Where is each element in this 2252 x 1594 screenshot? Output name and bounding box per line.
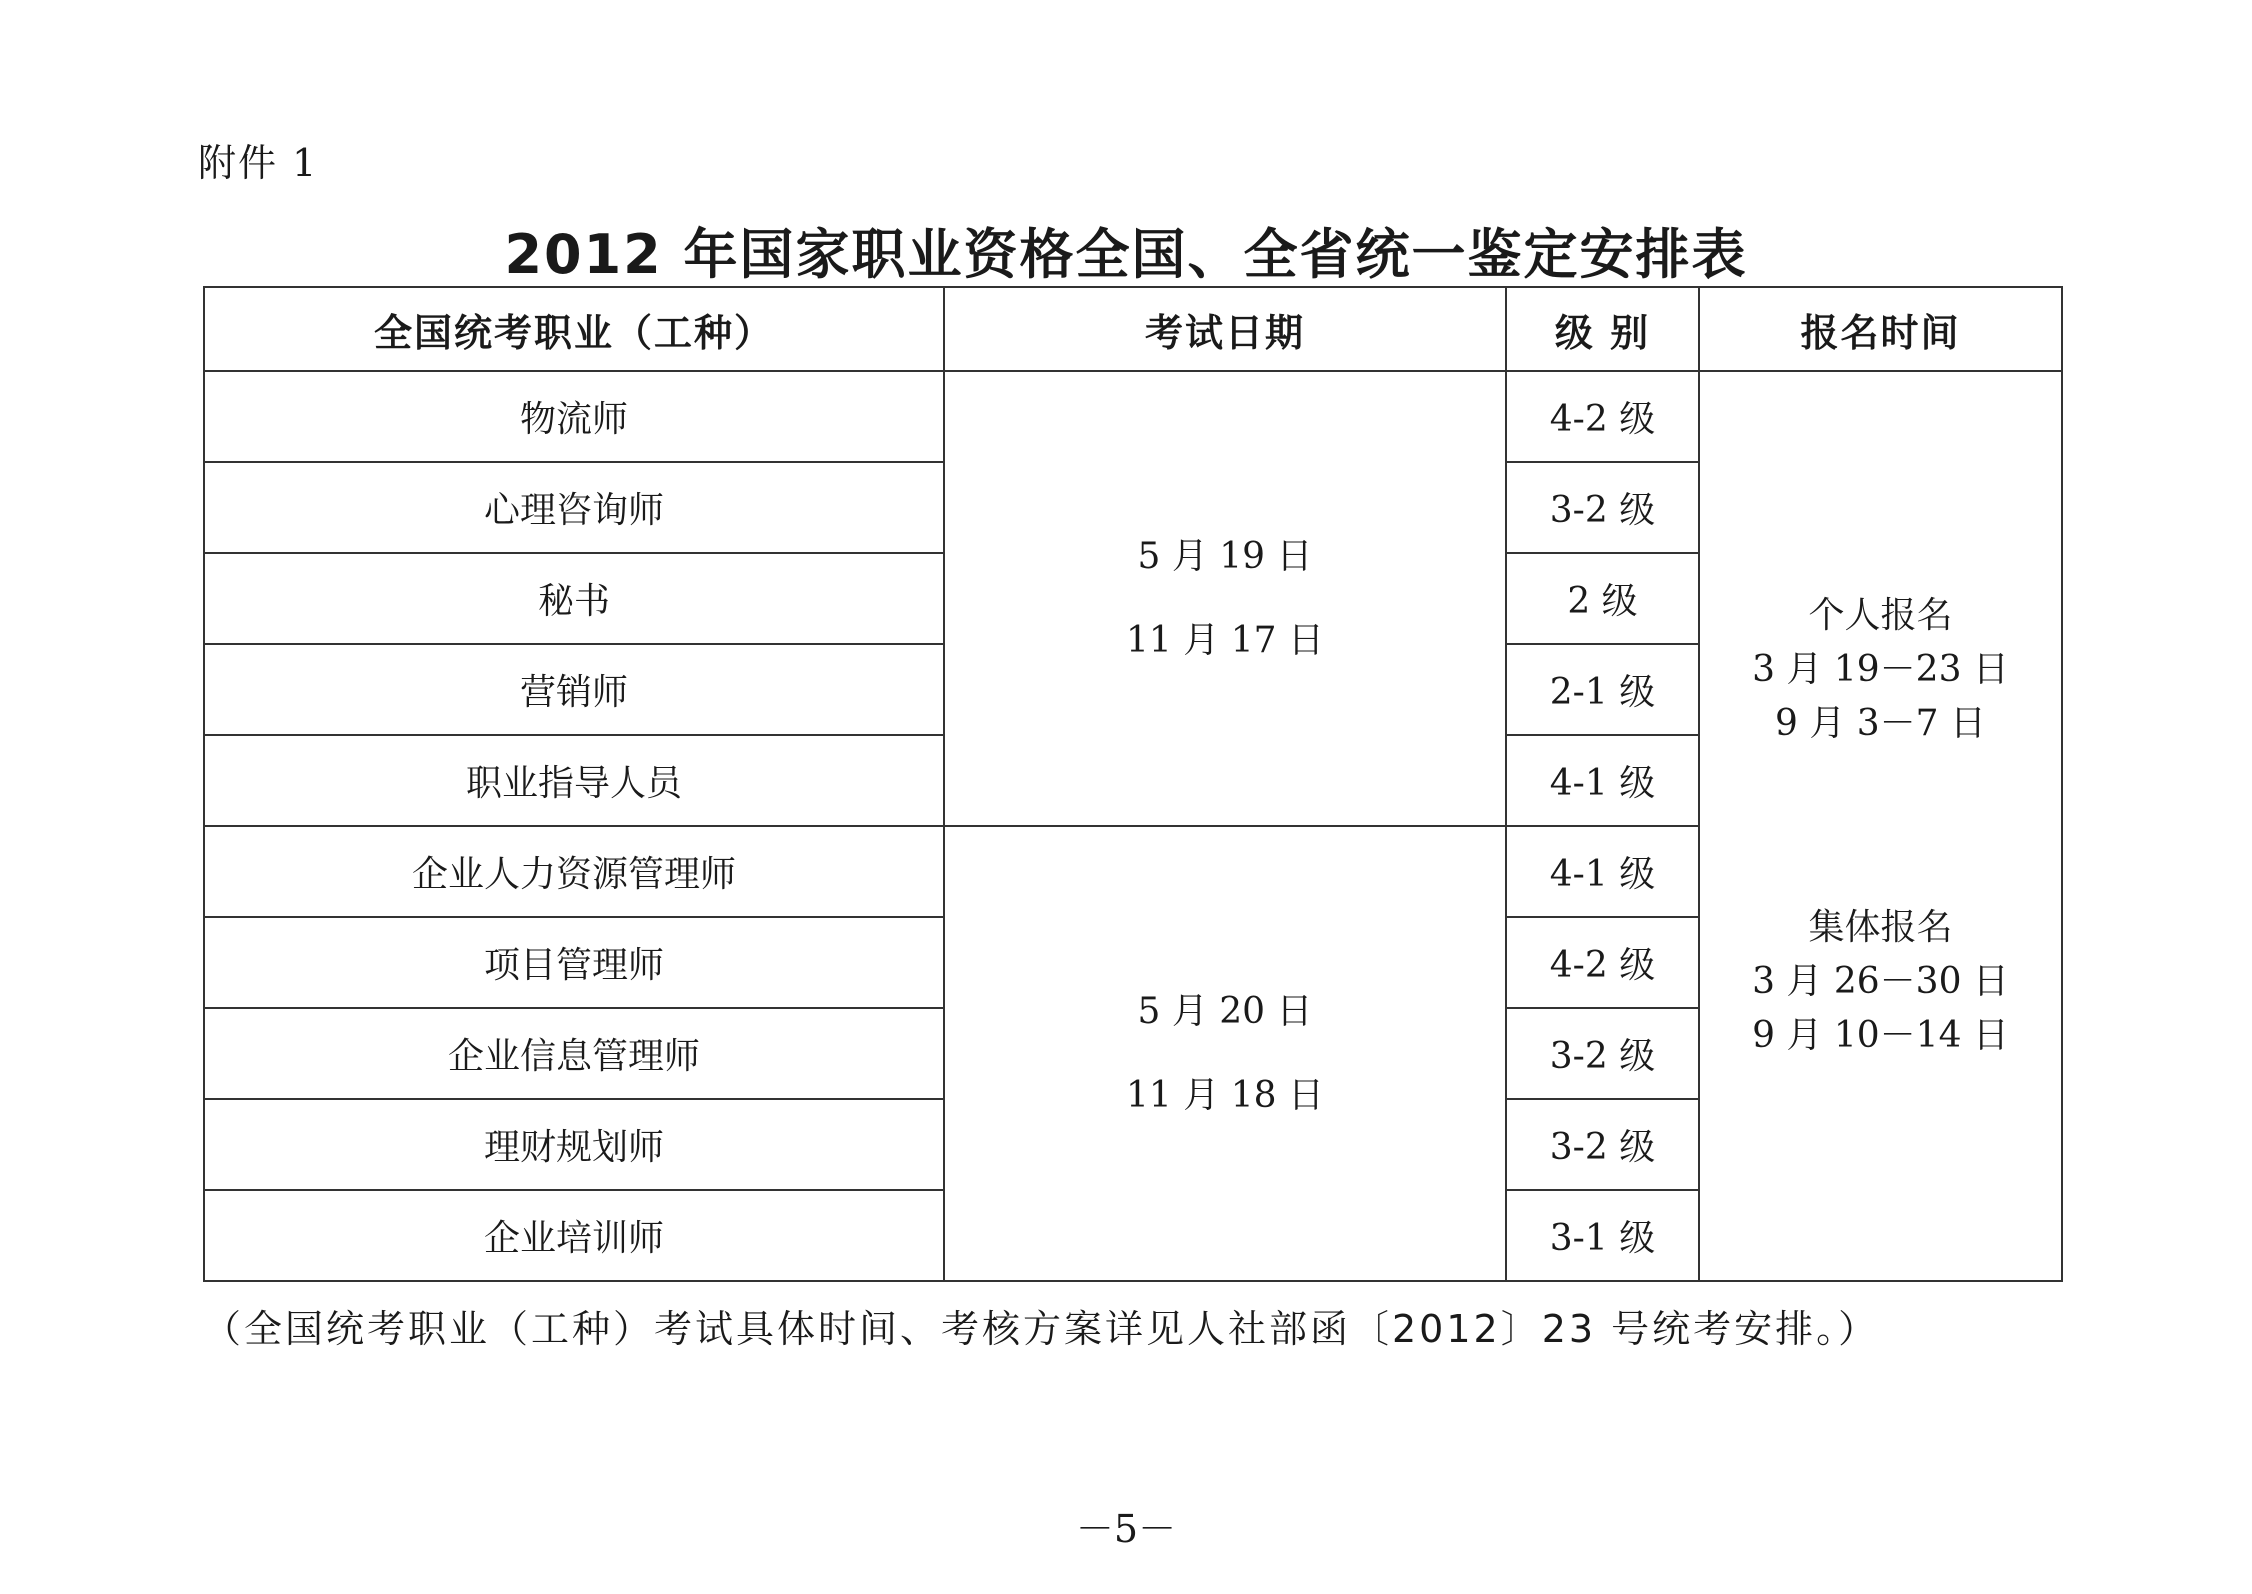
level-cell: 2-1 级 [1506, 644, 1699, 735]
exam-date-cell [944, 826, 1506, 1281]
exam-date-line: 5 月 20 日 [1137, 990, 1313, 1032]
individual-registration [1700, 589, 2061, 751]
level-cell: 4-1 级 [1506, 826, 1699, 917]
group-registration [1700, 901, 2061, 1063]
group-registration-period: 9 月 10－14 日 [1752, 1015, 2009, 1056]
individual-registration-period: 9 月 3－7 日 [1774, 703, 1987, 744]
occupation-cell: 营销师 [204, 644, 944, 735]
header-level: 级 别 [1506, 287, 1699, 371]
attachment-label: 附件 1 [198, 141, 319, 185]
schedule-table [203, 286, 2063, 1282]
level-cell: 3-2 级 [1506, 1099, 1699, 1190]
group-registration-label: 集体报名 [1808, 907, 1953, 948]
exam-date-line: 11 月 18 日 [1126, 1074, 1324, 1116]
level-cell: 4-2 级 [1506, 371, 1699, 462]
header-registration: 报名时间 [1699, 287, 2062, 371]
level-cell: 4-1 级 [1506, 735, 1699, 826]
occupation-cell: 秘书 [204, 553, 944, 644]
exam-date-line: 5 月 19 日 [1137, 535, 1313, 577]
header-occupation: 全国统考职业（工种） [204, 287, 944, 371]
individual-registration-label: 个人报名 [1808, 595, 1953, 636]
occupation-cell: 项目管理师 [204, 917, 944, 1008]
level-cell: 4-2 级 [1506, 917, 1699, 1008]
occupation-cell: 心理咨询师 [204, 462, 944, 553]
table-header-row [204, 287, 2062, 371]
footnote: （全国统考职业（工种）考试具体时间、考核方案详见人社部函〔2012〕23 号统考安排。） [203, 1307, 1880, 1351]
exam-date-cell [944, 371, 1506, 826]
level-cell: 3-2 级 [1506, 1008, 1699, 1099]
level-cell: 2 级 [1506, 553, 1699, 644]
occupation-cell: 企业信息管理师 [204, 1008, 944, 1099]
group-registration-period: 3 月 26－30 日 [1752, 961, 2009, 1002]
registration-cell [1699, 371, 2062, 1281]
occupation-cell: 理财规划师 [204, 1099, 944, 1190]
exam-date-line: 11 月 17 日 [1126, 619, 1324, 661]
registration-spacer [1700, 751, 2061, 901]
table-row [204, 371, 2062, 462]
page-number: －5－ [1075, 1507, 1177, 1551]
level-cell: 3-2 级 [1506, 462, 1699, 553]
level-cell: 3-1 级 [1506, 1190, 1699, 1281]
occupation-cell: 物流师 [204, 371, 944, 462]
occupation-cell: 企业人力资源管理师 [204, 826, 944, 917]
occupation-cell: 企业培训师 [204, 1190, 944, 1281]
header-exam-date: 考试日期 [944, 287, 1506, 371]
occupation-cell: 职业指导人员 [204, 735, 944, 826]
individual-registration-period: 3 月 19－23 日 [1752, 649, 2009, 690]
document-title: 2012 年国家职业资格全国、全省统一鉴定安排表 [504, 223, 1748, 286]
